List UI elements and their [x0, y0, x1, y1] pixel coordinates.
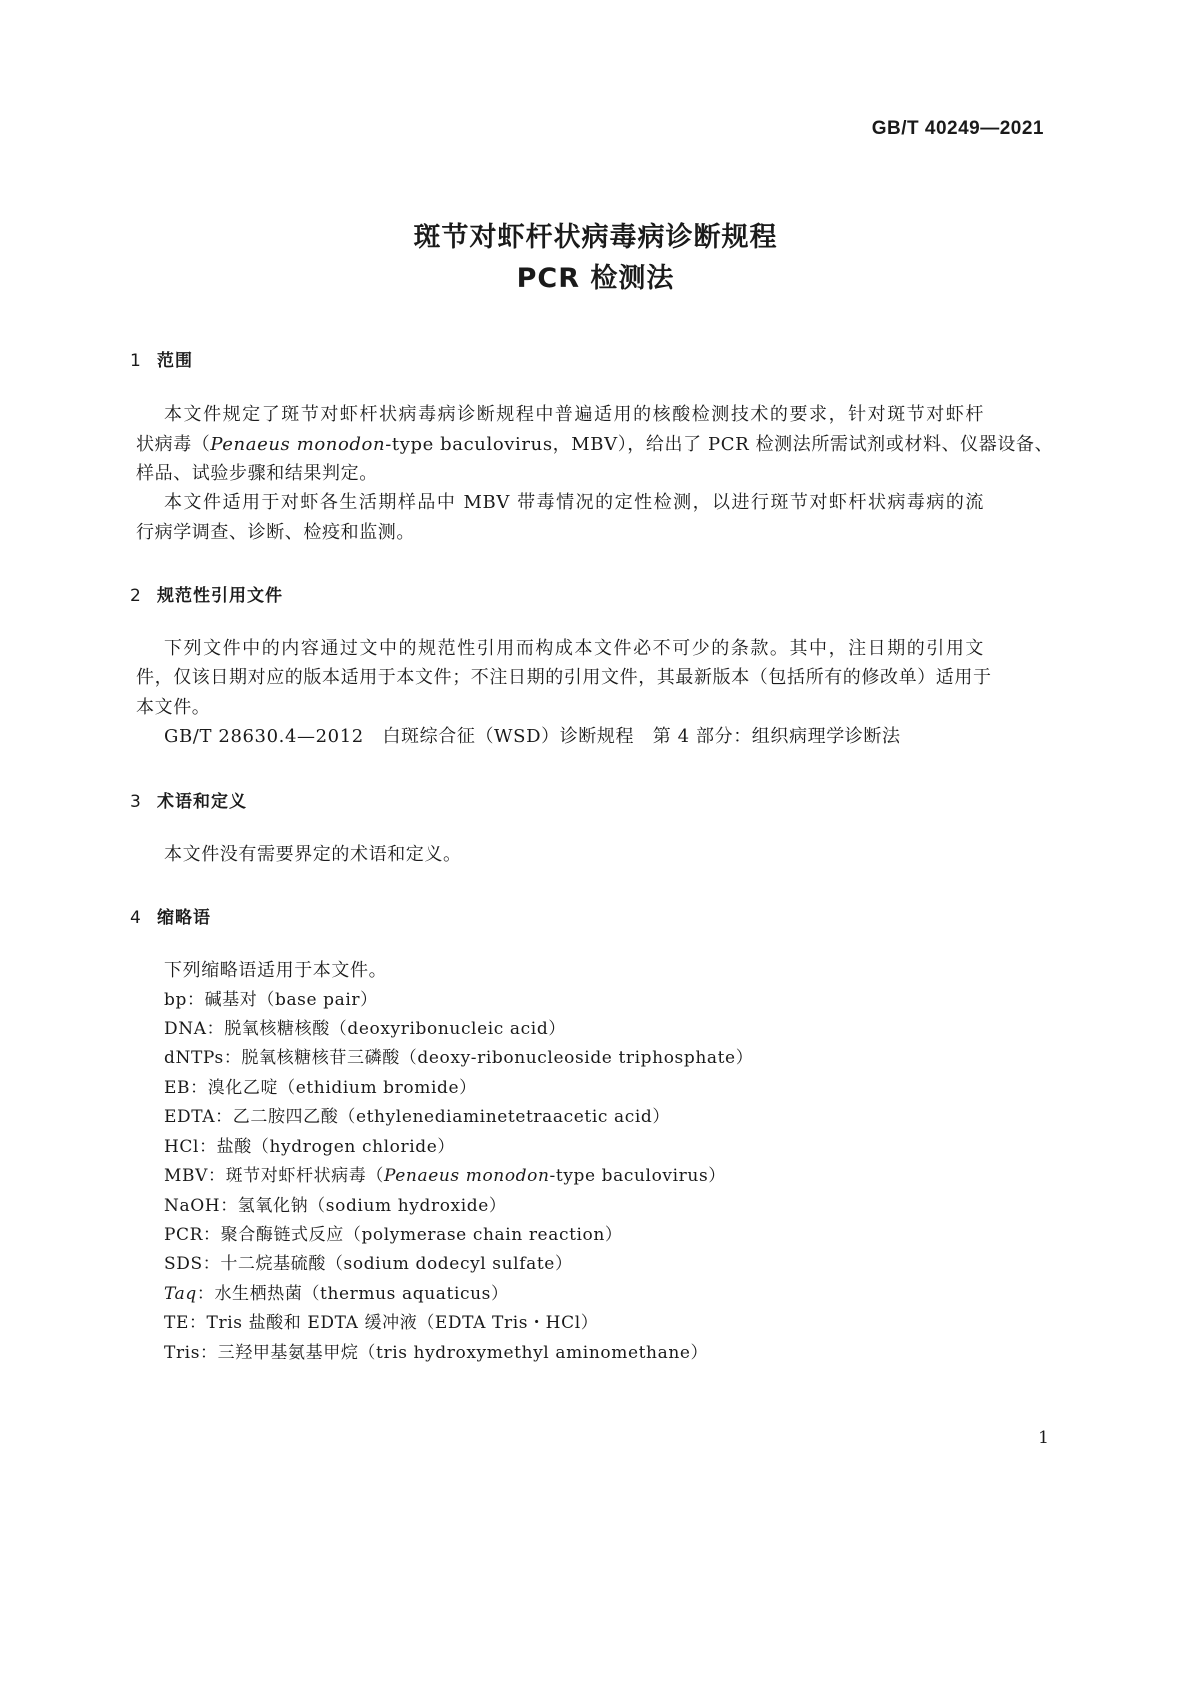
paragraph-line: 件，仅该日期对应的版本适用于本文件；不注日期的引用文件，其最新版本（包括所有的修改单）适用于: [136, 667, 992, 688]
abbreviation-item: DNA：脱氧核糖核酸（deoxyribonucleic acid）: [164, 1019, 566, 1039]
abbreviation-item: EDTA：乙二胺四乙酸（ethylenediaminetetraacetic acid）: [164, 1107, 670, 1127]
section-2-heading: [130, 581, 283, 606]
paragraph-line: 行病学调查、诊断、检疫和监测。: [136, 522, 415, 543]
abbreviation-item: Taq：水生栖热菌（thermus aquaticus）: [164, 1284, 509, 1304]
section-4-heading: [130, 903, 211, 928]
paragraph-line: 状病毒（Penaeus monodon-type baculovirus，MBV），给出了 PCR 检测法所需试剂或材料、仪器设备、: [136, 434, 1054, 455]
abbreviation-item: Tris：三羟甲基氨基甲烷（tris hydroxymethyl aminomethane）: [164, 1343, 709, 1363]
section-1-heading: [130, 346, 193, 371]
abbreviation-item: NaOH：氢氧化钠（sodium hydroxide）: [164, 1196, 507, 1216]
document-subtitle: PCR 检测法: [516, 263, 675, 294]
abbreviation-item: MBV：斑节对虾杆状病毒（Penaeus monodon-type baculovirus）: [164, 1166, 726, 1186]
standard-code: GB/T 40249—2021: [871, 118, 1044, 139]
page-number: 1: [1038, 1428, 1049, 1448]
paragraph-line: 本文件适用于对虾各生活期样品中 MBV 带毒情况的定性检测，以进行斑节对虾杆状病毒病的流: [164, 492, 984, 513]
abbreviation-item: bp：碱基对（base pair）: [164, 990, 378, 1010]
abbreviations-intro: 下列缩略语适用于本文件。: [164, 960, 388, 981]
section-number: 1: [130, 351, 142, 371]
section-number: 4: [130, 908, 142, 928]
section-title: 术语和定义: [157, 792, 247, 812]
paragraph-line: 本文件。: [136, 697, 211, 718]
section-3-heading: [130, 787, 247, 812]
italic-species-name: Penaeus monodon: [210, 434, 386, 455]
abbreviation-item: TE：Tris 盐酸和 EDTA 缓冲液（EDTA Tris・HCl）: [164, 1313, 599, 1333]
italic-species-name: Penaeus monodon: [383, 1166, 550, 1186]
abbreviation-item: EB：溴化乙啶（ethidium bromide）: [164, 1078, 477, 1098]
section-number: 2: [130, 586, 142, 606]
paragraph-line: 下列文件中的内容通过文中的规范性引用而构成本文件必不可少的条款。其中，注日期的引用文: [164, 638, 984, 659]
section-number: 3: [130, 792, 142, 812]
paragraph-line: 本文件没有需要界定的术语和定义。: [164, 844, 462, 865]
abbreviation-item: HCl：盐酸（hydrogen chloride）: [164, 1137, 456, 1157]
section-title: 规范性引用文件: [157, 586, 283, 606]
abbreviation-item: SDS：十二烷基硫酸（sodium dodecyl sulfate）: [164, 1254, 573, 1274]
abbreviation-item: dNTPs：脱氧核糖核苷三磷酸（deoxy-ribonucleoside triphosphate）: [164, 1048, 754, 1068]
document-title: 斑节对虾杆状病毒病诊断规程: [413, 222, 778, 253]
section-title: 缩略语: [157, 908, 211, 928]
section-title: 范围: [157, 351, 193, 371]
normative-reference: GB/T 28630.4—2012 白斑综合征（WSD）诊断规程 第 4 部分：组织病理学诊断法: [164, 726, 901, 747]
paragraph-line: 样品、试验步骤和结果判定。: [136, 463, 378, 484]
paragraph-line: 本文件规定了斑节对虾杆状病毒病诊断规程中普遍适用的核酸检测技术的要求，针对斑节对虾杆: [164, 404, 984, 425]
abbreviation-item: PCR：聚合酶链式反应（polymerase chain reaction）: [164, 1225, 623, 1245]
